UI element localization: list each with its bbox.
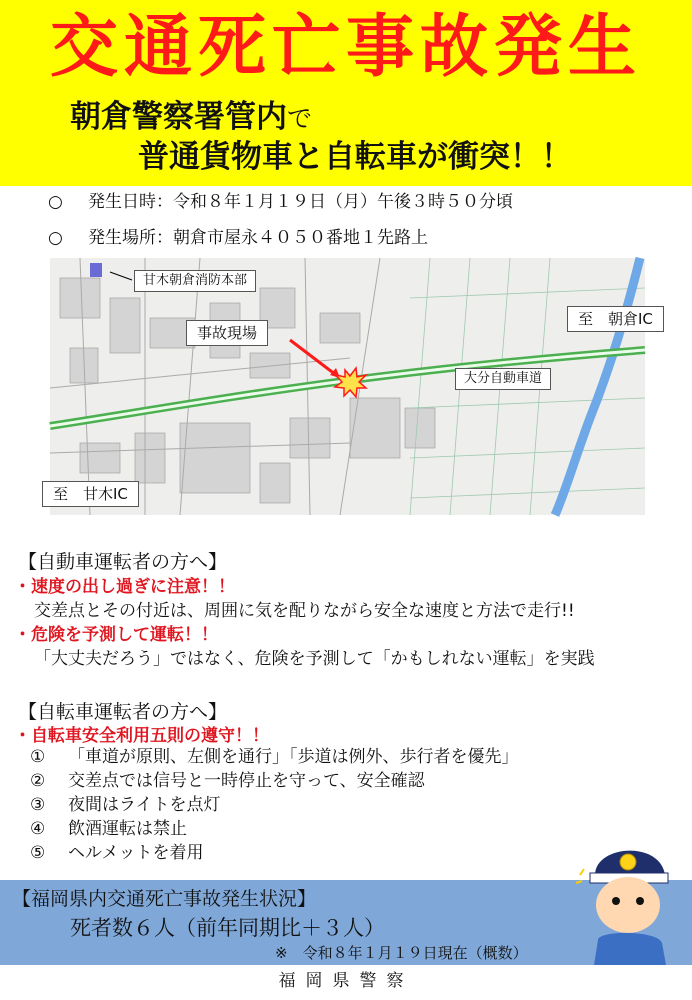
rule-number: ③ (30, 795, 46, 815)
bullet-circle: ○ (48, 228, 63, 248)
rule-text: 「車道が原則、左側を通行」「歩道は例外、歩行者を優先」 (68, 747, 519, 767)
subtitle-suffix: で (287, 104, 313, 133)
drivers-text-speed: 交差点とその付近は、周囲に気を配りながら安全な速度と方法で走行!! (34, 601, 575, 621)
drivers-text-predict: 「大丈夫だろう」ではなく、危険を予測して「かもしれない運転」を実践 (34, 649, 595, 669)
map-label-amagi-ic: 至 甘木IC (42, 481, 139, 507)
map-label-asakura-ic: 至 朝倉IC (567, 306, 664, 332)
subtitle-line-2: 普通貨物車と自転車が衝突！！ (138, 139, 572, 175)
place-line (48, 226, 428, 250)
police-officer-illustration (570, 835, 680, 965)
statistics-note: ※ 令和８年１月１９日現在（概数） (275, 944, 528, 962)
page-title: 交通死亡事故発生 (49, 8, 642, 87)
datetime-line (48, 190, 513, 214)
datetime-text: 発生日時：令和８年１月１９日（月）午後３時５０分頃 (88, 192, 513, 212)
rule-text: 夜間はライトを点灯 (68, 795, 221, 815)
statistics-deaths: 死者数６人（前年同期比＋３人） (70, 916, 385, 940)
map-label-fire-department: 甘木朝倉消防本部 (134, 270, 256, 292)
map-label-accident-scene: 事故現場 (186, 320, 268, 346)
bullet-circle: ○ (48, 192, 63, 212)
cyclists-point-rules: ・自転車安全利用五則の遵守！！ (14, 726, 269, 746)
rule-item (30, 747, 519, 768)
rule-item (30, 771, 425, 792)
rule-number: ④ (30, 819, 46, 839)
rule-text: 飲酒運転は禁止 (68, 819, 187, 839)
rule-item (30, 843, 204, 864)
rule-text: ヘルメットを着用 (68, 843, 204, 863)
police-station-name: 朝倉警察署管内 (70, 99, 287, 135)
signature: 福岡県警察 (278, 971, 414, 991)
drivers-point-speed: ・速度の出し過ぎに注意！！ (14, 577, 235, 597)
map-label-expressway: 大分自動車道 (455, 368, 551, 390)
map-graphic (50, 258, 645, 515)
cyclists-heading: 【自転車運転者の方へ】 (18, 701, 228, 723)
statistics-heading: 【福岡県内交通死亡事故発生状況】 (12, 888, 317, 910)
rule-text: 交差点では信号と一時停止を守って、安全確認 (68, 771, 425, 791)
rule-item (30, 795, 221, 816)
accident-map (50, 258, 653, 515)
rule-number: ② (30, 771, 46, 791)
header-banner (0, 0, 692, 186)
rule-item (30, 819, 187, 840)
drivers-heading: 【自動車運転者の方へ】 (18, 551, 228, 573)
subtitle-line-1 (70, 98, 312, 138)
rule-number: ⑤ (30, 843, 46, 863)
rule-number: ① (30, 747, 46, 767)
place-text: 発生場所：朝倉市屋永４０５０番地１先路上 (88, 228, 428, 248)
drivers-point-predict: ・危険を予測して運転！！ (14, 625, 218, 645)
